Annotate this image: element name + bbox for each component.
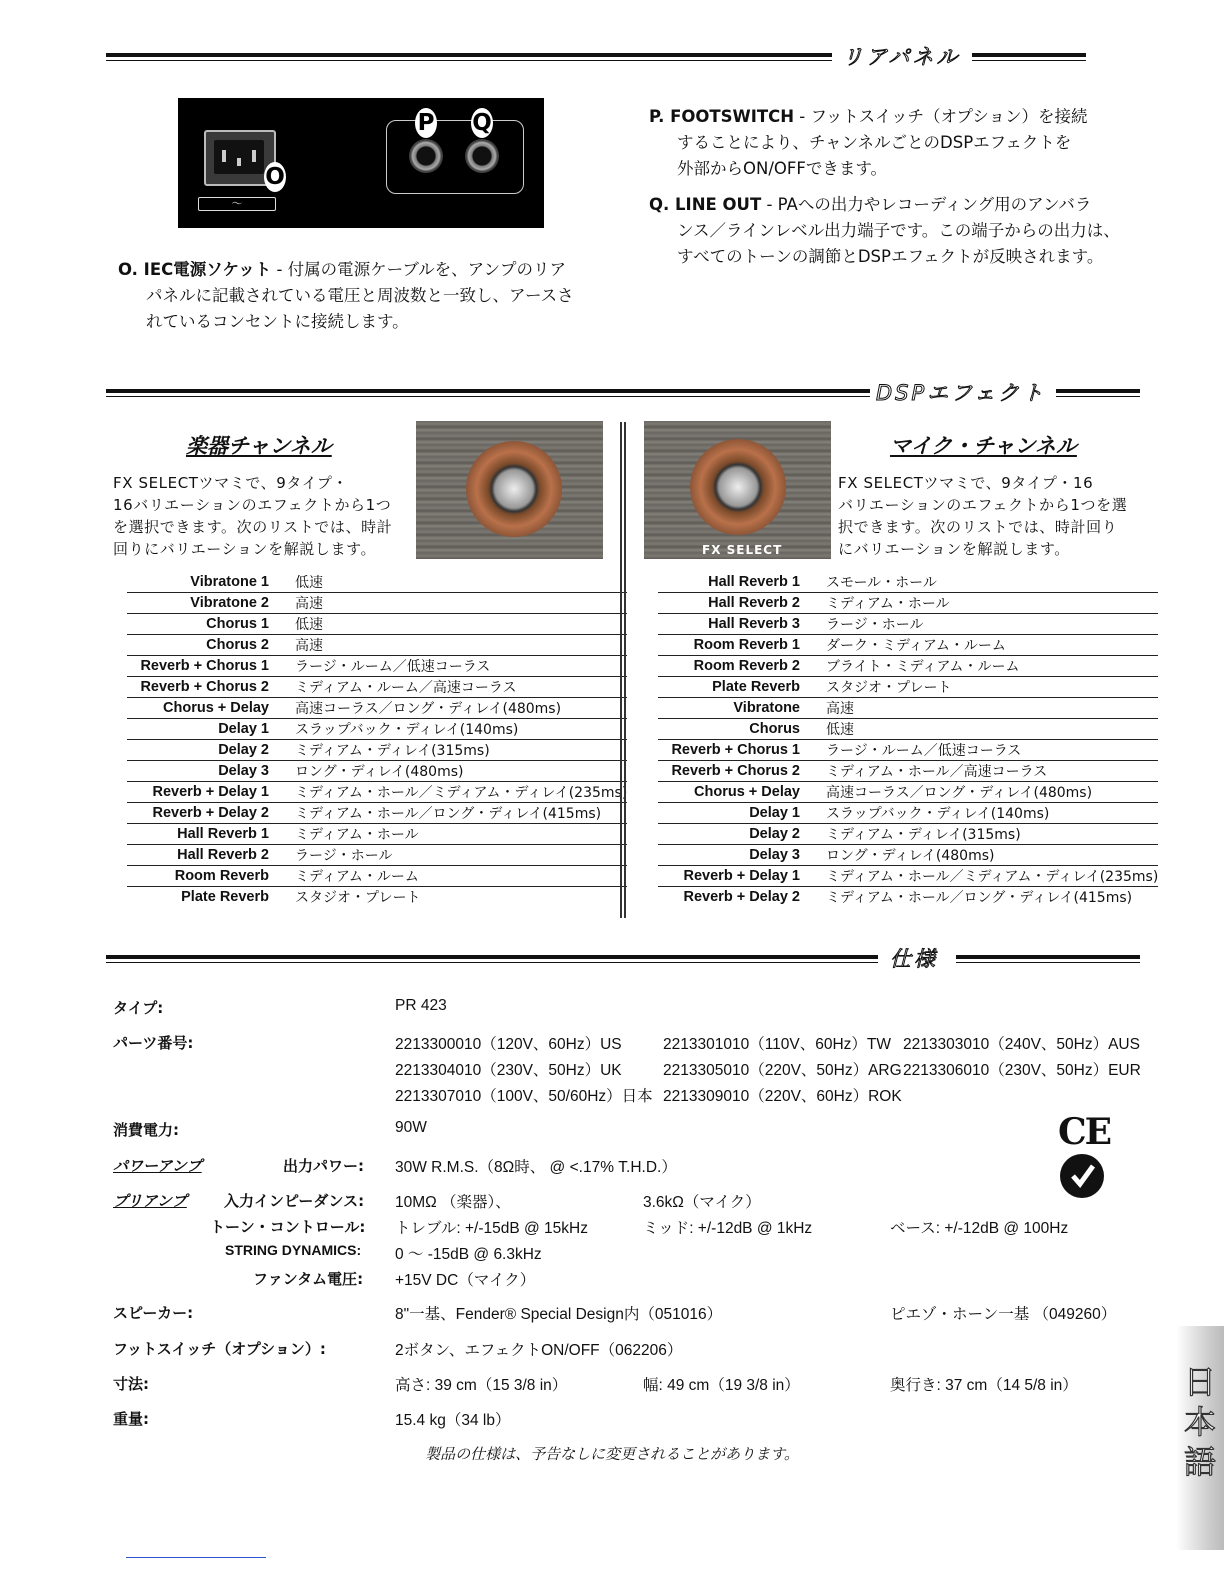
effect-row (127, 845, 627, 866)
footer-link-line (126, 1557, 266, 1558)
effect-name: Chorus 1 (127, 614, 295, 635)
spec-mid: ミッド: +/-12dB @ 1kHz (643, 1220, 813, 1237)
spec-impedance-mic: 3.6kΩ（マイク） (643, 1194, 761, 1211)
effect-name: Chorus + Delay (658, 782, 826, 803)
spec-output-value: 30W R.M.S.（8Ω時、 @ <.17% T.H.D.） (395, 1159, 677, 1176)
effect-name: Reverb + Chorus 2 (658, 761, 826, 782)
effect-name: Delay 2 (658, 824, 826, 845)
effect-description: 低速 (295, 614, 627, 635)
line-out-description (649, 192, 1169, 270)
effect-row (127, 719, 627, 740)
spec-preamp-label: プリアンプ (113, 1192, 187, 1210)
spec-width: 幅: 49 cm（19 3/8 in） (643, 1377, 800, 1394)
effect-description: 低速 (295, 572, 627, 593)
iec-socket-label: O. IEC電源ソケット (118, 260, 272, 279)
effect-row (658, 677, 1158, 698)
effect-name: Reverb + Delay 1 (127, 782, 295, 803)
mic-desc-line: 択できます。次のリストでは、時計回り (838, 518, 1118, 536)
spec-power-value: 90W (395, 1119, 427, 1136)
footswitch-text-2: することにより、チャンネルごとのDSPエフェクトを (677, 133, 1072, 152)
effect-description: スラップバック・ディレイ(140ms) (295, 719, 627, 740)
effect-row (127, 635, 627, 656)
spec-speaker-label: スピーカー: (113, 1304, 194, 1322)
effect-name: Room Reverb 1 (658, 635, 826, 656)
c-tick-mark-icon (1060, 1154, 1104, 1198)
effect-name: Chorus + Delay (127, 698, 295, 719)
effect-row (127, 698, 627, 719)
part-number: 2213300010（120V、60Hz）US (395, 1036, 622, 1053)
effect-description: ミディアム・ホール／ミディアム・ディレイ(235ms) (826, 866, 1158, 887)
ac-symbol-label: ～ (198, 197, 276, 211)
instrument-desc-line: FX SELECTツマミで、9タイプ・ (113, 474, 349, 492)
effect-row (658, 761, 1158, 782)
spec-power-label: 消費電力: (113, 1121, 179, 1139)
mic-desc-line: にバリエーションを解説します。 (838, 540, 1070, 558)
spec-rule-right (956, 955, 1140, 963)
effect-name: Reverb + Delay 2 (127, 803, 295, 824)
mic-fx-knob-photo (644, 421, 831, 559)
section-title-rear-panel: リアパネル (842, 45, 961, 69)
effect-name: Hall Reverb 1 (658, 572, 826, 593)
iec-socket-description (118, 257, 618, 335)
spec-horn-value: ピエゾ・ホーン一基 （049260） (890, 1306, 1117, 1323)
effect-row (658, 803, 1158, 824)
effect-row (658, 656, 1158, 677)
effect-name: Reverb + Chorus 1 (127, 656, 295, 677)
ce-mark-icon: CE (1058, 1111, 1111, 1153)
effect-name: Plate Reverb (181, 889, 269, 905)
label-o-badge: O (265, 164, 285, 190)
effect-name: Reverb + Chorus 2 (127, 677, 295, 698)
spec-phantom-value: +15V DC（マイク） (395, 1272, 536, 1289)
effect-description: ダーク・ミディアム・ルーム (826, 635, 1158, 656)
header-rule-right (972, 53, 1086, 61)
effect-description: ミディアム・ホール (826, 593, 1158, 614)
spec-dimensions-label: 寸法: (113, 1375, 149, 1393)
effect-row (658, 614, 1158, 635)
spec-string-label: STRING DYNAMICS: (225, 1242, 362, 1258)
instrument-channel-title: 楽器チャンネル (186, 434, 332, 458)
spec-weight-value: 15.4 kg（34 lb） (395, 1412, 511, 1429)
mic-desc-line: バリエーションのエフェクトから1つを選 (838, 496, 1128, 514)
column-divider (620, 422, 626, 918)
effect-row (127, 572, 627, 593)
mic-desc-line: FX SELECTツマミで、9タイプ・16 (838, 474, 1094, 492)
spec-bass: ベース: +/-12dB @ 100Hz (890, 1220, 1069, 1237)
effect-name: Room Reverb 2 (658, 656, 826, 677)
effect-description: 高速 (826, 698, 1158, 719)
footswitch-label: P. FOOTSWITCH (649, 107, 795, 126)
effect-name: Room Reverb (127, 866, 295, 887)
effect-description: ラージ・ルーム／低速コーラス (826, 740, 1158, 761)
part-number: 2213306010（230V、50Hz）EUR (903, 1062, 1141, 1079)
effect-name: Plate Reverb (658, 677, 826, 698)
effect-description: ロング・ディレイ(480ms) (826, 845, 1158, 866)
effect-name: Hall Reverb 1 (127, 824, 295, 845)
effect-description: スタジオ・プレート (295, 890, 421, 906)
part-number: 2213309010（220V、60Hz）ROK (663, 1088, 902, 1105)
effect-description: ミディアム・ディレイ(315ms) (826, 824, 1158, 845)
effect-description: ブライト・ミディアム・ルーム (826, 656, 1158, 677)
effect-name: Hall Reverb 2 (127, 845, 295, 866)
language-side-tab[interactable] (1176, 1326, 1224, 1550)
effect-name: Chorus 2 (127, 635, 295, 656)
effect-row (127, 887, 627, 908)
part-number: 2213305010（220V、50Hz）ARG (663, 1062, 902, 1079)
effect-name: Hall Reverb 3 (658, 614, 826, 635)
effect-name: Reverb + Delay 1 (658, 866, 826, 887)
effect-name: Chorus (658, 719, 826, 740)
spec-treble: トレブル: +/-15dB @ 15kHz (395, 1220, 588, 1237)
effect-name: Reverb + Chorus 1 (658, 740, 826, 761)
effect-row (658, 866, 1158, 887)
rear-panel-illustration (178, 98, 544, 228)
line-out-text-3: すべてのトーンの調節とDSPエフェクトが反映されます。 (677, 247, 1104, 266)
mic-channel-description (838, 472, 1148, 560)
line-out-jack-icon (465, 139, 499, 173)
spec-depth: 奥行き: 37 cm（14 5/8 in） (890, 1377, 1078, 1394)
effect-row (127, 656, 627, 677)
part-number: 2213304010（230V、50Hz）UK (395, 1062, 622, 1079)
effect-description: 高速 (295, 593, 627, 614)
spec-weight-label: 重量: (113, 1410, 149, 1428)
fx-select-knob-icon (690, 439, 786, 535)
effect-row (658, 845, 1158, 866)
spec-parts-label: パーツ番号: (113, 1034, 194, 1052)
effect-name: Delay 1 (658, 803, 826, 824)
effect-row (658, 719, 1158, 740)
spec-height: 高さ: 39 cm（15 3/8 in） (395, 1377, 568, 1394)
spec-rule-left (106, 955, 878, 963)
spec-type-value: PR 423 (395, 997, 447, 1014)
effect-row (658, 782, 1158, 803)
effect-row (127, 677, 627, 698)
effect-description: ロング・ディレイ(480ms) (295, 761, 627, 782)
dsp-rule-right (1056, 389, 1140, 397)
spec-phantom-label: ファンタム電圧: (253, 1270, 364, 1288)
spec-type-label: タイプ: (113, 999, 164, 1017)
section-title-dsp-effects: DSPエフェクト (876, 381, 1047, 405)
effect-description: ミディアム・ホール／高速コーラス (826, 761, 1158, 782)
line-out-label: Q. LINE OUT (649, 195, 762, 214)
part-number: 2213303010（240V、50Hz）AUS (903, 1036, 1140, 1053)
effect-name: Vibratone (658, 698, 826, 719)
spec-impedance-inst: 10MΩ （楽器）、 (395, 1194, 511, 1211)
effect-name: Hall Reverb 2 (658, 593, 826, 614)
instrument-desc-line: 16バリエーションのエフェクトから1つ (113, 496, 392, 514)
effect-row (127, 824, 627, 845)
effect-row (658, 824, 1158, 845)
effect-row (658, 593, 1158, 614)
label-q-badge: Q (472, 110, 492, 136)
part-number: 2213301010（110V、60Hz）TW (663, 1036, 892, 1053)
effect-description: ミディアム・ルーム／高速コーラス (295, 677, 627, 698)
effect-row (658, 698, 1158, 719)
effect-row (127, 866, 627, 887)
dsp-rule-left (106, 389, 870, 397)
effect-description: ミディアム・ホール／ミディアム・ディレイ(235ms) (295, 782, 627, 803)
instrument-desc-line: を選択できます。次のリストでは、時計 (113, 518, 393, 536)
spec-output-label: 出力パワー: (283, 1157, 364, 1175)
jack-panel (386, 120, 524, 194)
effect-row (127, 593, 627, 614)
spec-tone-label: トーン・コントロール: (210, 1218, 366, 1236)
effect-description: 低速 (826, 719, 1158, 740)
effect-description: ミディアム・ホール (295, 824, 627, 845)
header-rule-left (106, 53, 832, 61)
effect-row (658, 635, 1158, 656)
effect-row (658, 572, 1158, 593)
line-out-text-1: - PAへの出力やレコーディング用のアンバラ (761, 195, 1092, 214)
effect-row (127, 761, 627, 782)
mic-effects-table (658, 572, 1158, 907)
instrument-fx-knob-photo (416, 421, 603, 559)
instrument-desc-line: 回りにバリエーションを解説します。 (113, 540, 377, 558)
spec-string-value: 0 ～ -15dB @ 6.3kHz (395, 1246, 542, 1263)
effect-row (127, 782, 627, 803)
footswitch-text-1: - フットスイッチ（オプション）を接続 (794, 107, 1088, 126)
effect-row (658, 887, 1158, 908)
effect-description: ラージ・ホール (826, 614, 1158, 635)
effect-description: スモール・ホール (826, 572, 1158, 593)
spec-poweramp-label: パワーアンプ (113, 1157, 202, 1175)
effect-name: Delay 2 (127, 740, 295, 761)
effect-row (127, 740, 627, 761)
spec-footswitch-value: 2ボタン、エフェクトON/OFF（062206） (395, 1342, 683, 1359)
effect-name: Delay 1 (127, 719, 295, 740)
spec-footswitch-label: フットスイッチ（オプション）: (113, 1340, 326, 1358)
effect-description: ミディアム・ルーム (295, 866, 627, 887)
spec-speaker-value: 8"一基、Fender® Special Design内（051016） (395, 1306, 723, 1323)
effect-name: Vibratone 1 (127, 572, 295, 593)
effect-description: 高速コーラス／ロング・ディレイ(480ms) (826, 782, 1158, 803)
fx-select-knob-icon (466, 441, 562, 537)
effect-description: スラップバック・ディレイ(140ms) (826, 803, 1158, 824)
section-title-specs: 仕様 (890, 947, 938, 971)
line-out-text-2: ンス／ラインレベル出力端子です。この端子からの出力は、 (677, 221, 1120, 240)
iec-text-3: れているコンセントに接続します。 (146, 312, 409, 331)
instrument-effects-table (127, 572, 627, 907)
effect-name: Vibratone 2 (127, 593, 295, 614)
spec-impedance-label: 入力インピーダンス: (224, 1192, 365, 1210)
effect-row (658, 740, 1158, 761)
effect-row (127, 614, 627, 635)
spec-change-note: 製品の仕様は、予告なしに変更されることがあります。 (425, 1445, 799, 1463)
fx-select-photo-label: FX SELECT (702, 543, 783, 557)
footswitch-jack-icon (409, 139, 443, 173)
effect-description: ラージ・ホール (295, 845, 627, 866)
mic-channel-title: マイク・チャンネル (890, 434, 1077, 458)
language-tab-label: 日本語 (1183, 1363, 1216, 1481)
iec-text-2: パネルに記載されている電圧と周波数と一致し、アースさ (146, 286, 574, 305)
iec-text-1: - 付属の電源ケーブルを、アンプのリア (271, 260, 567, 279)
footswitch-description (649, 104, 1169, 182)
footswitch-text-3: 外部からON/OFFできます。 (677, 159, 888, 178)
effect-description: ラージ・ルーム／低速コーラス (295, 656, 627, 677)
effect-description: ミディアム・ホール／ロング・ディレイ(415ms) (295, 803, 627, 824)
effect-description: ミディアム・ホール／ロング・ディレイ(415ms) (826, 890, 1133, 906)
effect-description: スタジオ・プレート (826, 677, 1158, 698)
effect-row (127, 803, 627, 824)
effect-description: 高速 (295, 635, 627, 656)
effect-name: Delay 3 (658, 845, 826, 866)
effect-name: Reverb + Delay 2 (683, 889, 800, 905)
instrument-channel-description (113, 472, 413, 560)
part-number: 2213307010（100V、50/60Hz）日本 (395, 1088, 653, 1105)
effect-name: Delay 3 (127, 761, 295, 782)
effect-description: 高速コーラス／ロング・ディレイ(480ms) (295, 698, 627, 719)
effect-description: ミディアム・ディレイ(315ms) (295, 740, 627, 761)
label-p-badge: P (415, 108, 437, 138)
